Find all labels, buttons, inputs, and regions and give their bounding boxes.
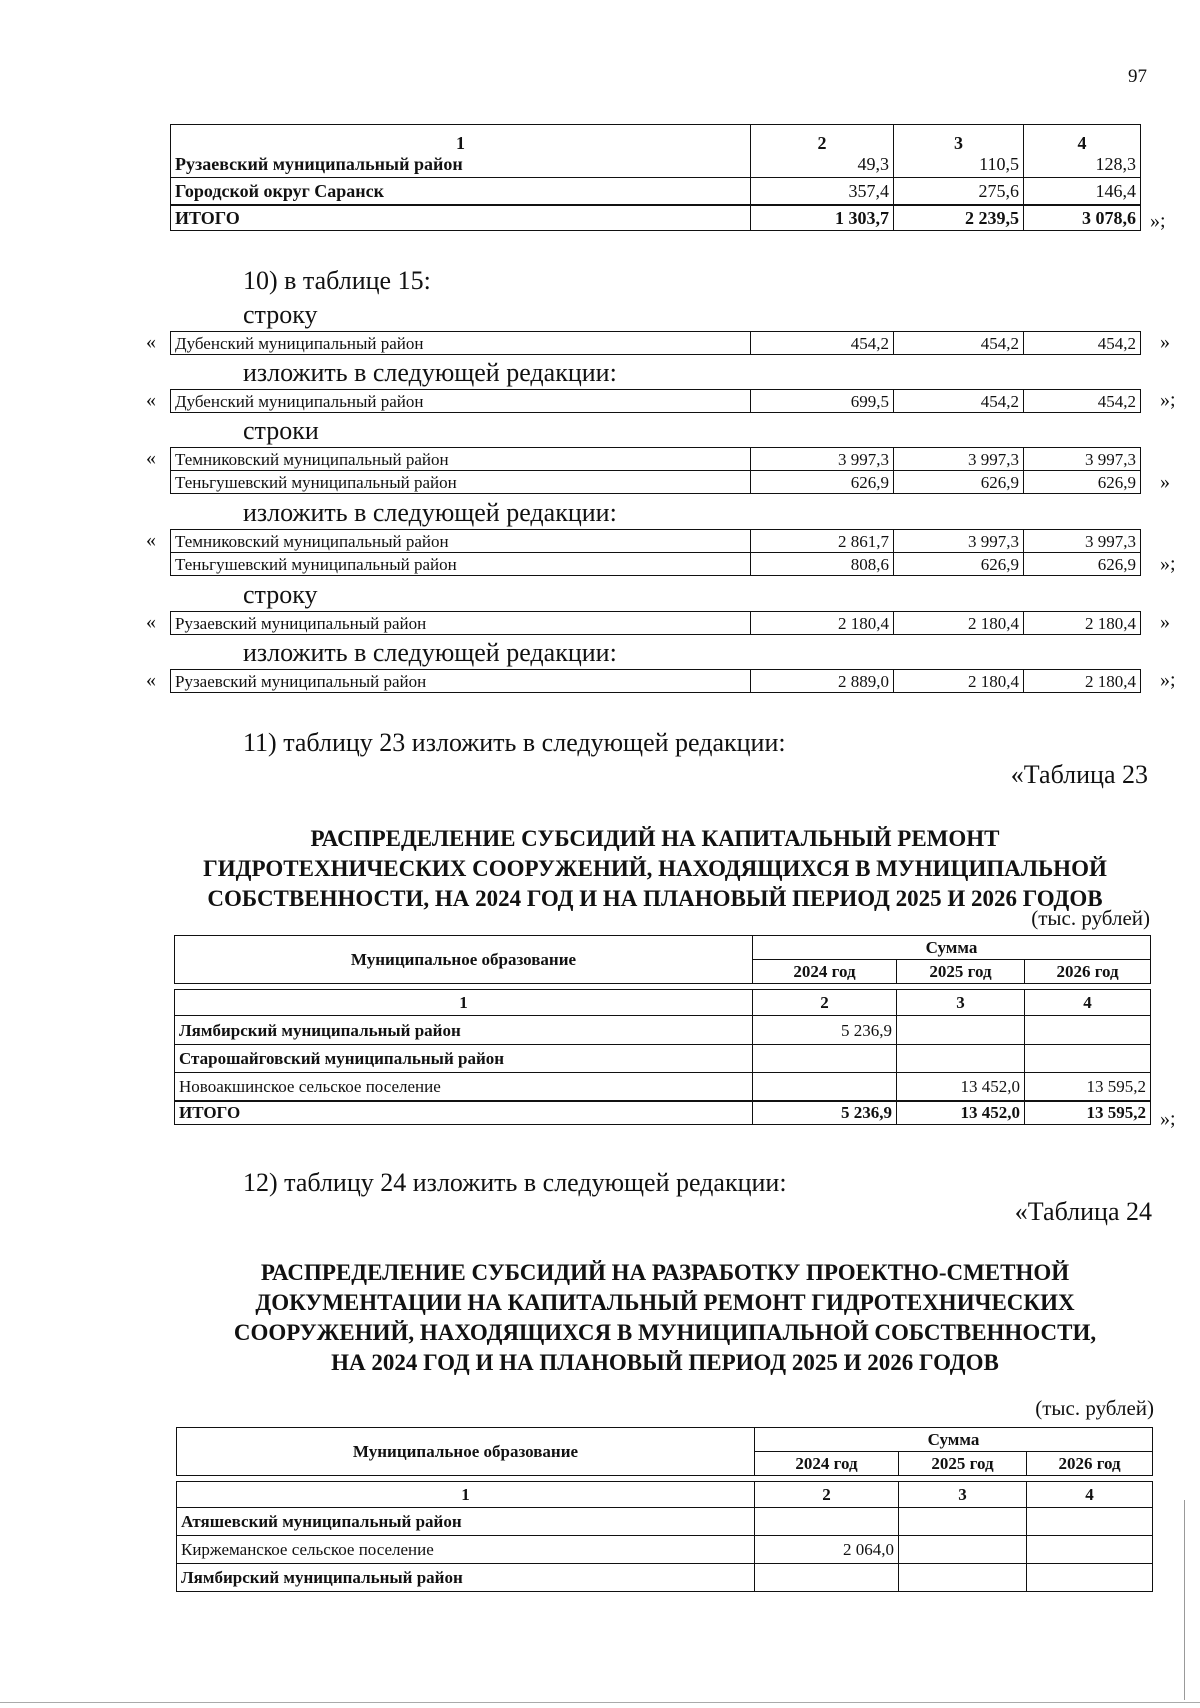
label-replace: изложить в следующей редакции: bbox=[243, 358, 617, 387]
col-sum: Сумма bbox=[753, 936, 1151, 960]
col-num-3: 3 bbox=[894, 125, 1024, 152]
table-23-ref: «Таблица 23 bbox=[1010, 760, 1148, 789]
col-year: 2026 год bbox=[1025, 960, 1151, 984]
close-quote: » bbox=[1160, 611, 1170, 633]
total-row: ИТОГО 1 303,7 2 239,5 3 078,6 bbox=[171, 205, 1141, 231]
close-quote: » bbox=[1160, 471, 1170, 493]
item-12-heading: 12) таблицу 24 изложить в следующей редакции: bbox=[243, 1168, 787, 1197]
table-row: Городской округ Саранск 357,4 275,6 146,4 bbox=[171, 178, 1141, 205]
open-quote: « bbox=[146, 389, 156, 411]
amend-row-table: Темниковский муниципальный район 2 861,7 3 997,3 3 997,3 Теньгушевский муниципальный район 808,6 626,9 626,9 bbox=[170, 529, 1141, 576]
label-replace: изложить в следующей редакции: bbox=[243, 498, 617, 527]
table-23: Муниципальное образование Сумма 2024 год 2025 год 2026 год 1 2 3 4 Лямбирский муниципальный район 5 236,9 Старошайговский муниципальный район Новоакшинское сельское поселение 13 452,0 13 595,2 ИТОГО 5 236,9 13 452,0 13 595,2 bbox=[174, 935, 1151, 1125]
table-24-ref: «Таблица 24 bbox=[1014, 1197, 1152, 1226]
col-municipality: Муниципальное образование bbox=[175, 936, 753, 984]
amend-row-table: Рузаевский муниципальный район 2 889,0 2 180,4 2 180,4 bbox=[170, 669, 1141, 693]
close-quote: »; bbox=[1160, 1108, 1176, 1130]
close-quote: »; bbox=[1160, 669, 1176, 691]
table-23-title: РАСПРЕДЕЛЕНИЕ СУБСИДИЙ НА КАПИТАЛЬНЫЙ РЕМОНТ ГИДРОТЕХНИЧЕСКИХ СООРУЖЕНИЙ, НАХОДЯЩИХСЯ В МУНИЦИПАЛЬНОЙ СОБСТВЕННОСТИ, НА 2024 ГОД И НА ПЛАНОВЫЙ ПЕРИОД 2025 И 2026 ГОДОВ bbox=[203, 826, 1107, 911]
page-number: 97 bbox=[1128, 66, 1147, 87]
col-sum: Сумма bbox=[755, 1428, 1153, 1452]
unit-label: (тыс. рублей) bbox=[1031, 906, 1150, 930]
scan-edge bbox=[0, 1702, 1200, 1703]
amend-row-table: Дубенский муниципальный район 699,5 454,2 454,2 bbox=[170, 389, 1141, 413]
table-row: Старошайговский муниципальный район bbox=[175, 1045, 1151, 1073]
continuation-table bbox=[170, 124, 1141, 231]
col-year: 2024 год bbox=[755, 1452, 899, 1476]
item-11-heading: 11) таблицу 23 изложить в следующей редакции: bbox=[243, 728, 786, 757]
scan-edge bbox=[1184, 1500, 1185, 1700]
col-municipality: Муниципальное образование bbox=[177, 1428, 755, 1476]
open-quote: « bbox=[146, 447, 156, 469]
col-year: 2024 год bbox=[753, 960, 897, 984]
open-quote: « bbox=[146, 669, 156, 691]
table-24-title: РАСПРЕДЕЛЕНИЕ СУБСИДИЙ НА РАЗРАБОТКУ ПРОЕКТНО-СМЕТНОЙ ДОКУМЕНТАЦИИ НА КАПИТАЛЬНЫЙ РЕМОНТ ГИДРОТЕХНИЧЕСКИХ СООРУЖЕНИЙ, НАХОДЯЩИХСЯ В МУНИЦИПАЛЬНОЙ СОБСТВЕННОСТИ, НА 2024 ГОД И НА ПЛАНОВЫЙ ПЕРИОД 2025 И 2026 ГОДОВ bbox=[233, 1260, 1097, 1375]
open-quote: « bbox=[146, 611, 156, 633]
table-row: Рузаевский муниципальный район 49,3 110,5 128,3 bbox=[171, 152, 1141, 178]
col-year: 2025 год bbox=[899, 1452, 1027, 1476]
total-row: ИТОГО 5 236,9 13 452,0 13 595,2 bbox=[175, 1101, 1151, 1125]
item-10-heading: 10) в таблице 15: bbox=[243, 266, 431, 295]
open-quote: « bbox=[146, 529, 156, 551]
label-stroku: строку bbox=[243, 580, 318, 609]
close-quote: »; bbox=[1160, 389, 1176, 411]
table-24: Муниципальное образование Сумма 2024 год 2025 год 2026 год 1 2 3 4 Атяшевский муниципальный район Киржеманское сельское поселение 2 064,0 Лямбирский муниципальный район bbox=[176, 1427, 1153, 1592]
col-num-4: 4 bbox=[1024, 125, 1141, 152]
table-row: Лямбирский муниципальный район bbox=[177, 1564, 1153, 1592]
table-row: Киржеманское сельское поселение 2 064,0 bbox=[177, 1536, 1153, 1564]
col-year: 2025 год bbox=[897, 960, 1025, 984]
col-num-2: 2 bbox=[751, 125, 894, 152]
close-quote: »; bbox=[1160, 553, 1176, 575]
close-quote: »; bbox=[1150, 210, 1166, 232]
close-quote: » bbox=[1160, 331, 1170, 353]
label-replace: изложить в следующей редакции: bbox=[243, 638, 617, 667]
col-num-1: 1 bbox=[171, 125, 751, 152]
table-row: Лямбирский муниципальный район 5 236,9 bbox=[175, 1016, 1151, 1045]
label-stroku: строку bbox=[243, 300, 318, 329]
amend-row-table: Дубенский муниципальный район 454,2 454,2 454,2 bbox=[170, 331, 1141, 355]
col-year: 2026 год bbox=[1027, 1452, 1153, 1476]
table-row: Атяшевский муниципальный район bbox=[177, 1508, 1153, 1536]
open-quote: « bbox=[146, 331, 156, 353]
unit-label: (тыс. рублей) bbox=[1035, 1396, 1154, 1420]
table-row: Новоакшинское сельское поселение 13 452,0 13 595,2 bbox=[175, 1073, 1151, 1101]
amend-row-table: Темниковский муниципальный район 3 997,3 3 997,3 3 997,3 Теньгушевский муниципальный район 626,9 626,9 626,9 bbox=[170, 447, 1141, 494]
amend-row-table: Рузаевский муниципальный район 2 180,4 2 180,4 2 180,4 bbox=[170, 611, 1141, 635]
label-stroki: строки bbox=[243, 416, 319, 445]
